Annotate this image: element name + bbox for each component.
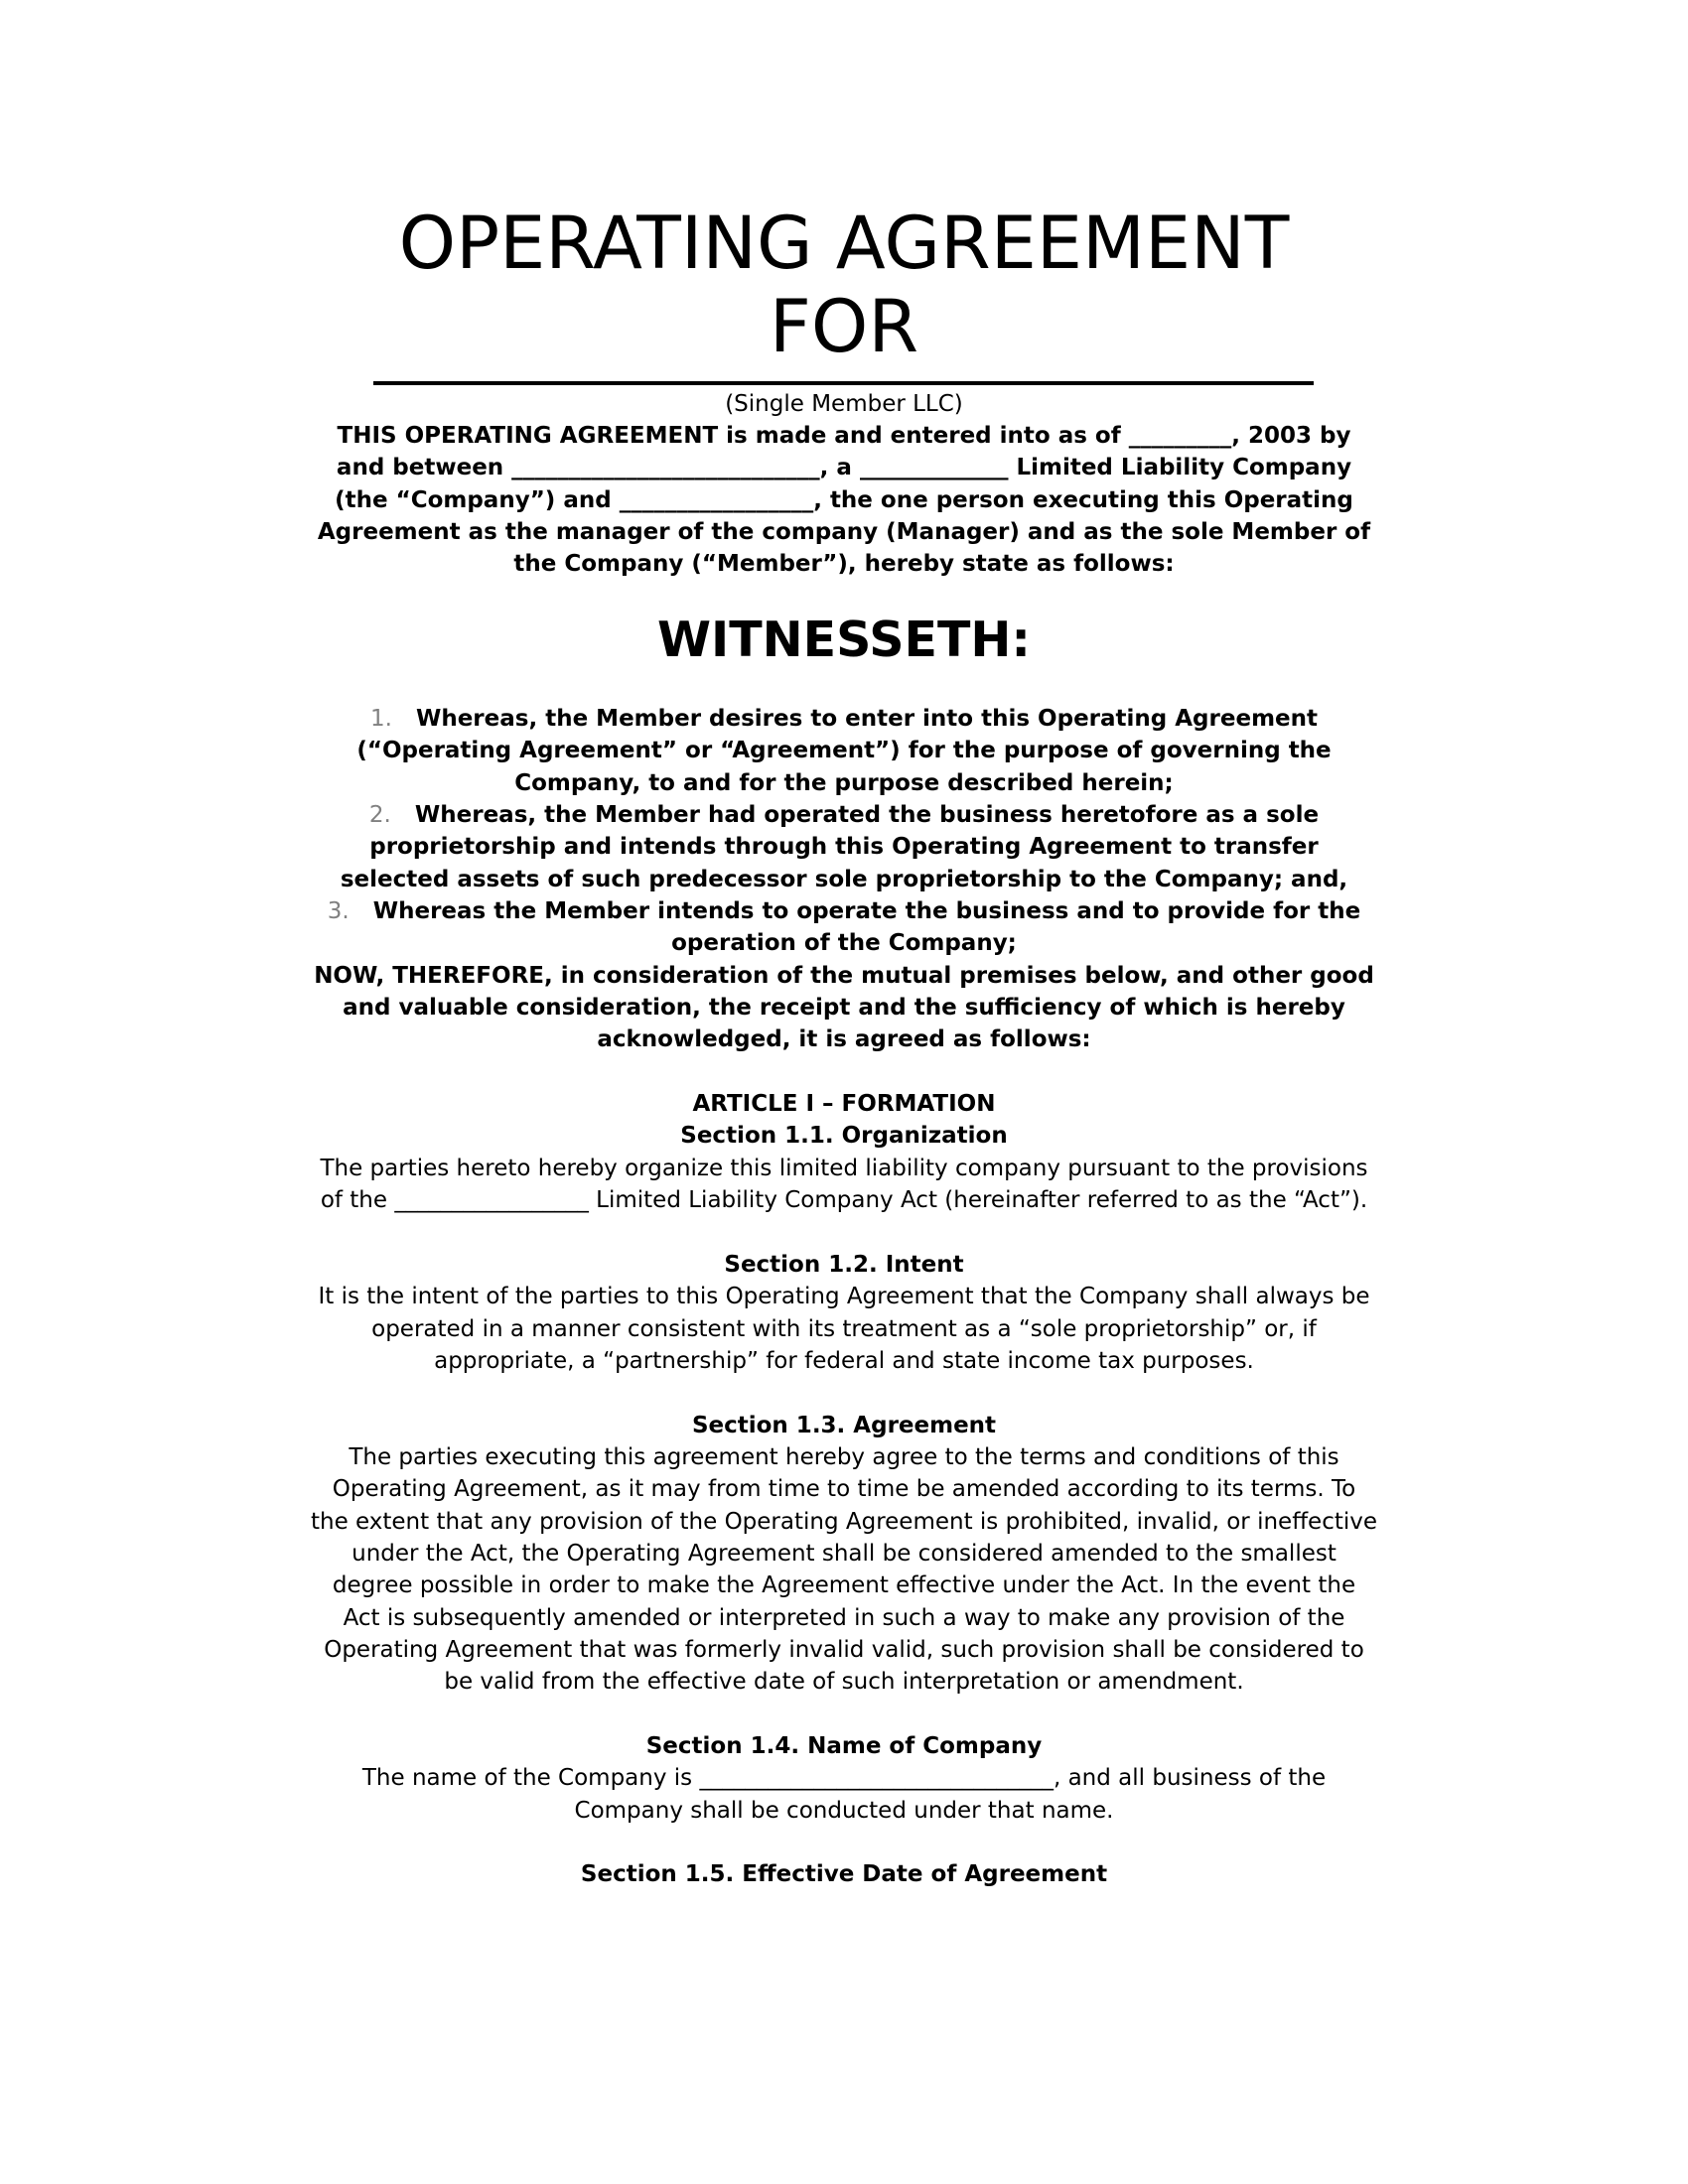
section-heading: Section 1.3. Agreement (691, 1412, 997, 1438)
recital-line: operation of the Company; (671, 930, 1017, 957)
recital-number: 3. (327, 898, 350, 925)
recital-line: (“Operating Agreement” or “Agreement”) for the purpose of governing the (356, 738, 1332, 764)
section-line: Act is subsequently amended or interpreted in such a way to make any provision of the (343, 1604, 1345, 1631)
section-line: Operating Agreement that was formerly invalid valid, such provision shall be considered to (324, 1636, 1364, 1663)
now-therefore-line: NOW, THEREFORE, in consideration of the mutual premises below, and other good (314, 962, 1374, 989)
intro-line: (the “Company”) and _________________, the one person executing this Operating (335, 486, 1353, 513)
section-line: be valid from the effective date of such interpretation or amendment. (444, 1669, 1244, 1696)
section-line: under the Act, the Operating Agreement shall be considered amended to the smallest (352, 1540, 1336, 1567)
now-therefore-line: and valuable consideration, the receipt and the sufficiency of which is hereby (343, 995, 1345, 1022)
recital-line: Whereas, the Member desires to enter into this Operating Agreement (415, 706, 1318, 732)
recital-item (149, 895, 1539, 960)
intro-paragraph (149, 420, 1539, 581)
intro-line: and between ___________________________, a _____________ Limited Liability Company (336, 455, 1352, 481)
intro-line: the Company (“Member”), hereby state as follows: (513, 551, 1175, 578)
section-line: of the _________________ Limited Liability Company Act (hereinafter referred to as the “Act”). (320, 1187, 1368, 1214)
recital-number: 2. (368, 802, 391, 829)
section-line: It is the intent of the parties to this Operating Agreement that the Company shall always be (318, 1284, 1370, 1310)
section-1-2 (149, 1249, 1539, 1377)
spacer (149, 1377, 1539, 1409)
section-1-4 (149, 1730, 1539, 1827)
section-line: degree possible in order to make the Agreement effective under the Act. In the event the (332, 1572, 1356, 1599)
section-heading: Section 1.4. Name of Company (645, 1733, 1043, 1759)
section-line: Operating Agreement, as it may from time to time be amended according to its terms. To (332, 1476, 1356, 1503)
section-line: The parties hereto hereby organize this limited liability company pursuant to the provisions (320, 1155, 1368, 1181)
title-line: FOR (769, 285, 919, 369)
recital-item (149, 799, 1539, 895)
now-therefore-line: acknowledged, it is agreed as follows: (597, 1026, 1091, 1053)
section-heading: Section 1.2. Intent (724, 1251, 964, 1278)
recital-line: Company, to and for the purpose described herein; (514, 769, 1174, 796)
title-line: OPERATING AGREEMENT (398, 202, 1290, 286)
section-line: The name of the Company is _______________________________, and all business of the (361, 1765, 1327, 1792)
intro-line: Agreement as the manager of the company (Manager) and as the sole Member of (317, 519, 1371, 546)
recital-line: Whereas, the Member had operated the business heretofore as a sole (414, 802, 1320, 829)
spacer (149, 1217, 1539, 1249)
recital-line: proprietorship and intends through this Operating Agreement to transfer (369, 834, 1319, 861)
section-1-3 (149, 1410, 1539, 1699)
section-line: operated in a manner consistent with its treatment as a “sole proprietorship” or, if (371, 1315, 1317, 1342)
recital-item (149, 703, 1539, 799)
spacer (149, 1699, 1539, 1730)
spacer (149, 1056, 1539, 1088)
section-heading: Section 1.1. Organization (680, 1123, 1008, 1150)
article-heading: ARTICLE I – FORMATION (692, 1091, 996, 1118)
company-name-blank-line (373, 381, 1314, 385)
witnesseth-heading: WITNESSETH: (656, 612, 1032, 668)
section-line: appropriate, a “partnership” for federal and state income tax purposes. (434, 1347, 1254, 1374)
section-1-1 (149, 1120, 1539, 1216)
recital-line: Whereas the Member intends to operate the business and to provide for the (372, 898, 1361, 925)
recital-line: selected assets of such predecessor sole proprietorship to the Company; and, (340, 866, 1348, 892)
section-line: Company shall be conducted under that name. (574, 1797, 1114, 1824)
recital-number: 1. (369, 706, 392, 732)
document-title (149, 203, 1539, 369)
document-subtitle: (Single Member LLC) (725, 391, 963, 417)
section-heading: Section 1.5. Effective Date of Agreement (580, 1861, 1108, 1888)
agreement-body (149, 703, 1539, 1891)
intro-line: THIS OPERATING AGREEMENT is made and entered into as of _________, 2003 by (337, 423, 1351, 449)
now-therefore-paragraph (149, 960, 1539, 1056)
spacer (149, 1827, 1539, 1858)
section-line: The parties executing this agreement hereby agree to the terms and conditions of this (349, 1443, 1339, 1470)
section-1-5 (149, 1858, 1539, 1890)
section-line: the extent that any provision of the Operating Agreement is prohibited, invalid, or ineffective (310, 1508, 1378, 1535)
recitals-list (149, 703, 1539, 960)
